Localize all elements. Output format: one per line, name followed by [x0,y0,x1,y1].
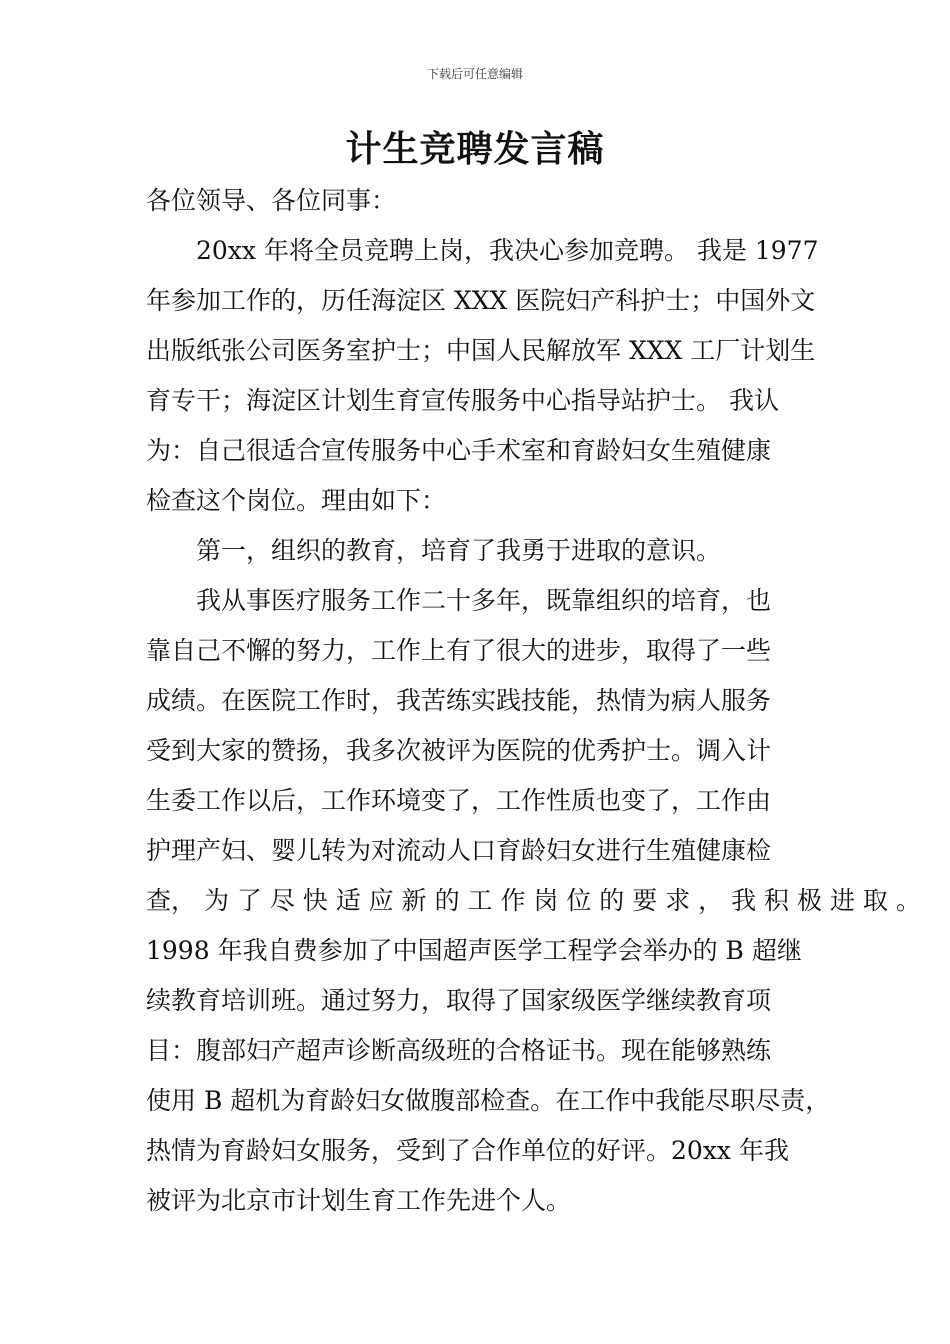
text-line: 护理产妇、婴儿转为对流动人口育龄妇女进行生殖健康检 [146,836,772,865]
text-line: 出版纸张公司医务室护士；中国人民解放军 XXX 工厂计划生 [146,336,816,365]
text-line: 目：腹部妇产超声诊断高级班的合格证书。现在能够熟练 [146,1036,772,1065]
text-line: 1998 年我自费参加了中国超声医学工程学会举办的 B 超继 [146,936,802,965]
text-line: 查， 为 了 尽 快 适 应 新 的 工 作 岗 位 的 要 求 ， 我 积 极 进 取 。 [146,886,921,915]
text-line: 年参加工作的，历任海淀区 XXX 医院妇产科护士；中国外文 [146,286,816,315]
text-line: 受到大家的赞扬，我多次被评为医院的优秀护士。调入计 [146,736,772,765]
text-line: 为：自己很适合宣传服务中心手术室和育龄妇女生殖健康 [146,436,772,465]
text-line-section-heading: 第一，组织的教育，培育了我勇于进取的意识。 [196,536,722,565]
text-line: 生委工作以后，工作环境变了，工作性质也变了，工作由 [146,786,772,815]
text-line: 成绩。在医院工作时，我苦练实践技能，热情为病人服务 [146,686,772,715]
text-line-salutation: 各位领导、各位同事： [146,186,397,215]
document-body [146,176,921,1226]
page-header-note: 下载后可任意编辑 [426,67,523,81]
text-line: 热情为育龄妇女服务，受到了合作单位的好评。20xx 年我 [146,1136,789,1165]
text-line: 使用 B 超机为育龄妇女做腹部检查。在工作中我能尽职尽责， [146,1086,831,1115]
text-line: 被评为北京市计划生育工作先进个人。 [146,1186,572,1215]
document-title: 计生竞聘发言稿 [345,129,605,170]
text-line: 续教育培训班。通过努力，取得了国家级医学继续教育项 [146,986,772,1015]
text-line: 检查这个岗位。理由如下： [146,486,447,515]
text-line: 靠自己不懈的努力，工作上有了很大的进步，取得了一些 [146,636,772,665]
text-line: 育专干；海淀区计划生育宣传服务中心指导站护士。 我认 [146,386,779,415]
text-line: 我从事医疗服务工作二十多年，既靠组织的培育，也 [196,586,772,615]
text-line: 20xx 年将全员竞聘上岗，我决心参加竞聘。 我是 1977 [196,236,819,265]
